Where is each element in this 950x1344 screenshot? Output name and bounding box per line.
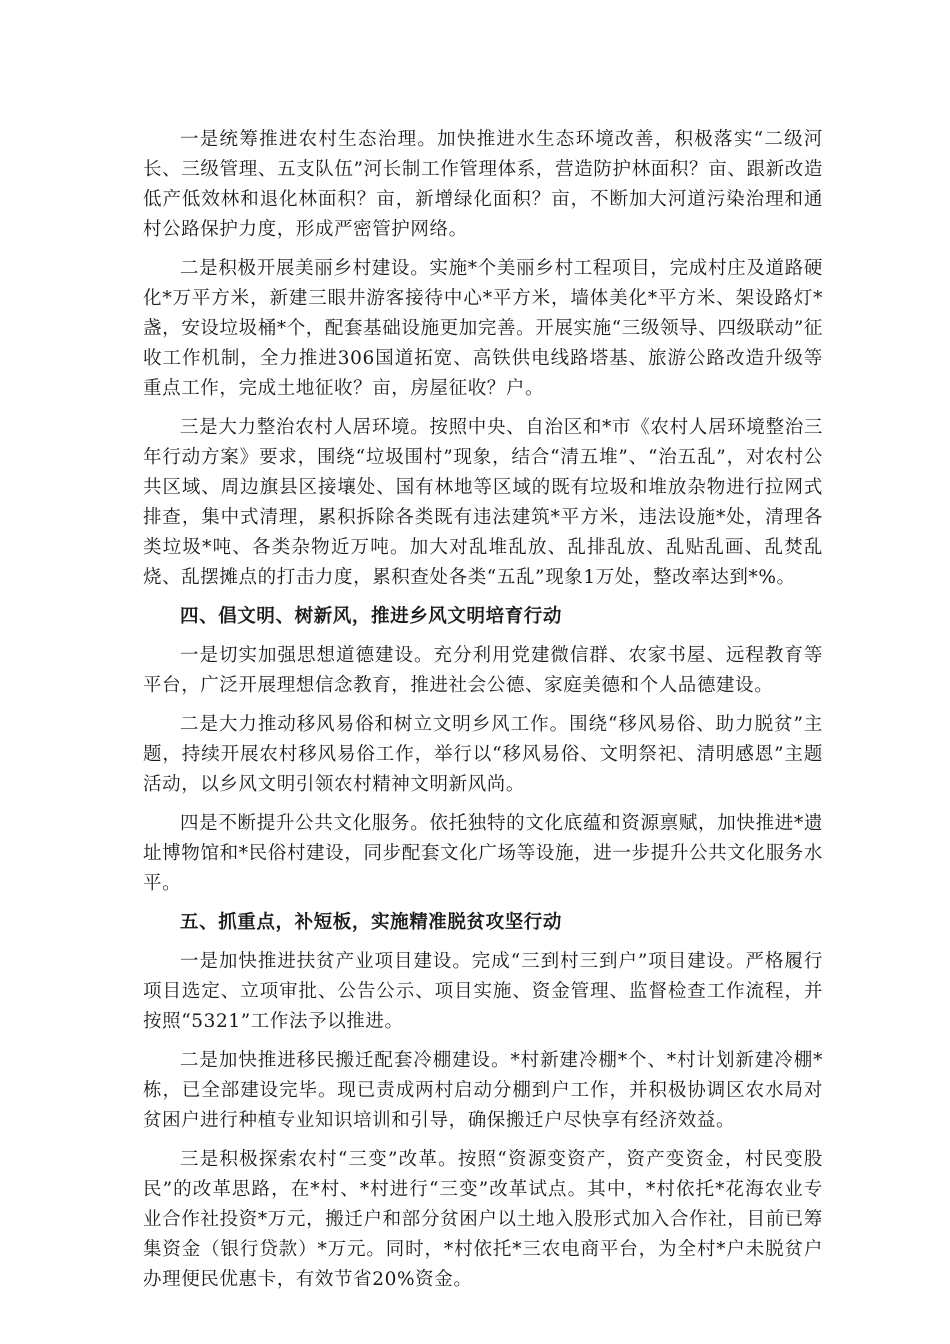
- paragraph-moral-construction: 一是切实加强思想道德建设。充分利用党建微信群、农家书屋、远程教育等平台，广泛开展理想信念教育，推进社会公德、家庭美德和个人品德建设。: [143, 645, 823, 696]
- section-heading-civilization: 四、倡文明、树新风，推进乡风文明培育行动: [180, 606, 563, 627]
- paragraph-industry-projects: 一是加快推进扶贫产业项目建设。完成“三到村三到户”项目建设。严格履行项目选定、立项审批、公告公示、项目实施、资金管理、监督检查工作流程，并按照“5321”工作法予以推进。: [143, 951, 823, 1032]
- document-body: [143, 125, 823, 1304]
- paragraph-living-environment: 三是大力整治农村人居环境。按照中央、自治区和*市《农村人居环境整治三年行动方案》要求，围绕“垃圾围村”现象，结合“清五堆”、“治五乱”，对农村公共区域、周边旗县区接壤处、国有林地等区域的既有垃圾和堆放杂物进行拉网式排查，集中式清理，累积拆除各类既有违法建筑*平方米，违法设施*处，清理各类垃圾*吨、各类杂物近万吨。加大对乱堆乱放、乱排乱放、乱贴乱画、乱焚乱烧、乱摆摊点的打击力度，累积查处各类“五乱”现象1万处，整改率达到*%。: [143, 417, 823, 588]
- paragraph-beautiful-village: 二是积极开展美丽乡村建设。实施*个美丽乡村工程项目，完成村庄及道路硬化*万平方米，新建三眼井游客接待中心*平方米，墙体美化*平方米、架设路灯*盏，安设垃圾桶*个，配套基础设施更加完善。开展实施“三级领导、四级联动”征收工作机制，全力推进306国道拓宽、高铁供电线路塔基、旅游公路改造升级等重点工作，完成土地征收？亩，房屋征收？户。: [143, 258, 823, 399]
- paragraph-three-changes: 三是积极探索农村“三变”改革。按照“资源变资产，资产变资金，村民变股民”的改革思路，在*村、*村进行“三变”改革试点。其中，*村依托*花海农业专业合作社投资*万元，搬迁户和部分贫困户以土地入股形式加入合作社，目前已筹集资金（银行贷款）*万元。同时，*村依托*三农电商平台，为全村*户未脱贫户办理便民优惠卡，有效节省20%资金。: [143, 1149, 823, 1290]
- paragraph-public-culture: 四是不断提升公共文化服务。依托独特的文化底蕴和资源禀赋，加快推进*遗址博物馆和*民俗村建设，同步配套文化广场等设施，进一步提升公共文化服务水平。: [143, 813, 823, 894]
- paragraph-greenhouse: 二是加快推进移民搬迁配套冷棚建设。*村新建冷棚*个、*村计划新建冷棚*栋，已全部建设完毕。现已责成两村启动分棚到户工作，并积极协调区农水局对贫困户进行种植专业知识培训和引导，确保搬迁户尽快享有经济效益。: [143, 1050, 823, 1131]
- paragraph-customs-reform: 二是大力推动移风易俗和树立文明乡风工作。围绕“移风易俗、助力脱贫”主题，持续开展农村移风易俗工作，举行以“移风易俗、文明祭祀、清明感恩”主题活动，以乡风文明引领农村精神文明新风尚。: [143, 714, 823, 795]
- paragraph-ecology: 一是统筹推进农村生态治理。加快推进水生态环境改善，积极落实“二级河长、三级管理、五支队伍”河长制工作管理体系，营造防护林面积？亩、跟新改造低产低效林和退化林面积？亩，新增绿化面积？亩，不断加大河道污染治理和通村公路保护力度，形成严密管护网络。: [143, 129, 823, 240]
- section-heading-poverty: 五、抓重点，补短板，实施精准脱贫攻坚行动: [180, 912, 563, 933]
